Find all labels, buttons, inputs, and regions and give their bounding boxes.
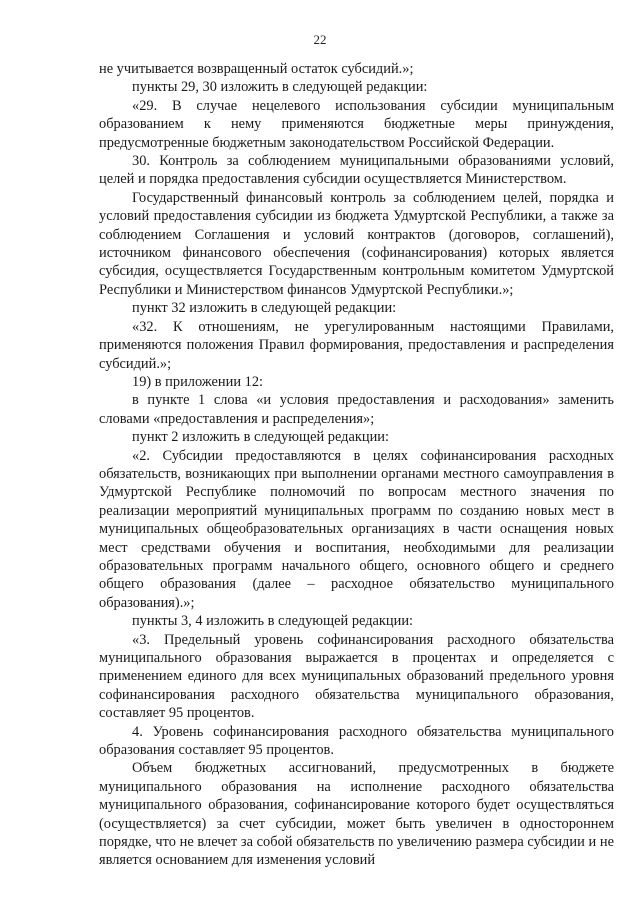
paragraph: пункт 32 изложить в следующей редакции:: [132, 300, 397, 317]
paragraph: 19) в приложении 12:: [132, 373, 264, 390]
paragraph: пункты 29, 30 изложить в следующей редакции:: [132, 79, 428, 96]
paragraph: пункт 2 изложить в следующей редакции:: [132, 429, 389, 446]
paragraph: не учитывается возвращенный остаток субсидий.»;: [99, 61, 414, 77]
paragraph: «32. К отношениям, не урегулированным настоящими Правилами, применяются положения Правил формирования, предоставления и распределения субсидий.»;: [99, 318, 614, 372]
paragraph: Объем бюджетных ассигнований, предусмотренных в бюджете муниципального образования на исполнение расходного обязательства муниципального образования, софинансирование которого будет осуществляться (осуществляется) за счет субсидии, может быть увеличен в одностороннем порядке, что не влечет за собой обязательств по увеличению размера субсидии и не является основанием для изменения условий: [99, 760, 614, 869]
paragraph: в пункте 1 слова «и условия предоставления и расходования» заменить словами «предоставления и распределения»;: [99, 392, 614, 427]
paragraph: Государственный финансовый контроль за соблюдением целей, порядка и условий предоставления субсидии из бюджета Удмуртской Республики, а также за соблюдением Соглашения и условий контрактов (договоров, соглашений), источником финансового обеспечения (софинансирования) которых является субсидия, осуществляется Государственным контрольным комитетом Удмуртской Республики и Министерством финансов Удмуртской Республики.»;: [99, 189, 614, 298]
paragraph: «3. Предельный уровень софинансирования расходного обязательства муниципального образования выражается в процентах и определяется с применением единого для всех муниципальных образований предельного уровня софинансирования расходного обязательства муниципального образования, составляет 95 процентов.: [99, 631, 614, 722]
page-number: 22: [313, 32, 327, 47]
paragraph: 30. Контроль за соблюдением муниципальными образованиями условий, целей и порядка предоставления субсидии осуществляется Министерством.: [99, 153, 614, 188]
document-body: [99, 60, 614, 870]
paragraph: пункты 3, 4 изложить в следующей редакции:: [132, 613, 414, 630]
paragraph: 4. Уровень софинансирования расходного обязательства муниципального образования составляет 95 процентов.: [99, 723, 614, 759]
paragraph: «2. Субсидии предоставляются в целях софинансирования расходных обязательств, возникающих при выполнении органами местного самоуправления в Удмуртской Республике полномочий по вопросам местного значения по реализации мероприятий муниципальных программ по созданию новых мест в муниципальных общеобразовательных организациях в части оснащения новых мест средствами обучения и воспитания, необходимыми для реализации образовательных программ начального общего, основного общего и среднего общего образования (далее – расходное обязательство муниципального образования).»;: [99, 447, 614, 611]
paragraph: «29. В случае нецелевого использования субсидии муниципальным образованием к нему применяются бюджетные меры принуждения, предусмотренные бюджетным законодательством Российской Федерации.: [99, 97, 614, 151]
